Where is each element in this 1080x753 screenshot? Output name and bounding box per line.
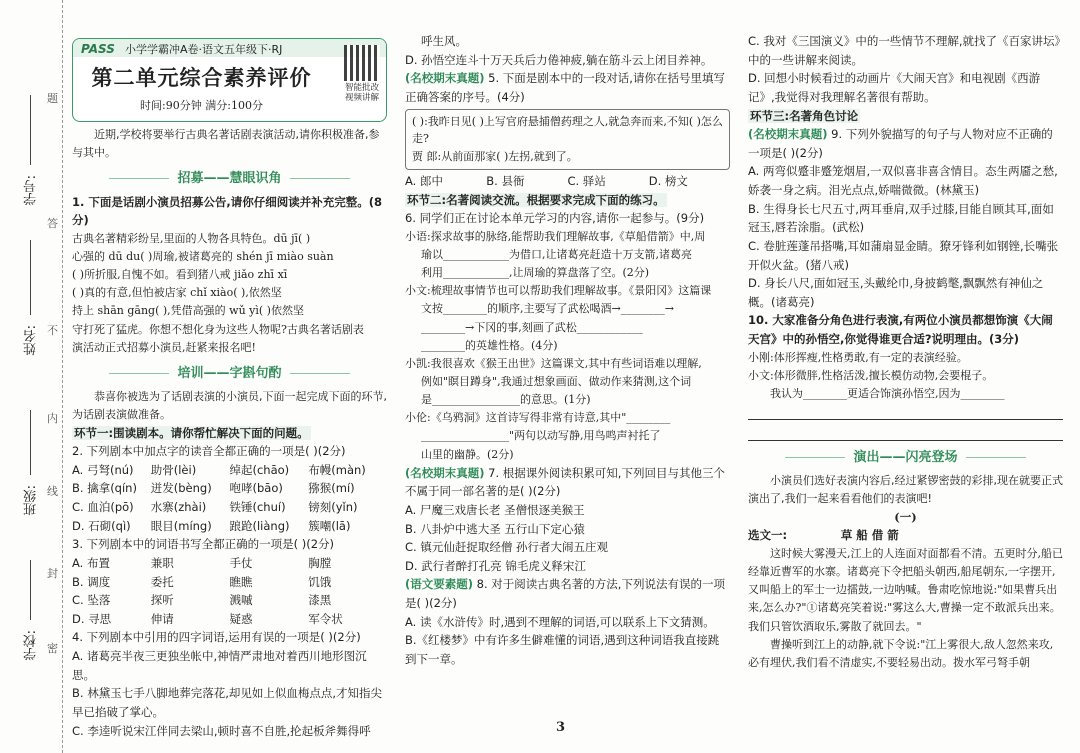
q6-discussion: [405, 228, 730, 464]
option: 绰起(chāo): [229, 462, 290, 477]
option[interactable]: C. 坠落: [72, 593, 111, 608]
option: 布幔(màn): [308, 462, 366, 477]
binding-hint: 题: [47, 92, 58, 105]
question-9-title: 9. 下列外貌描写的句子与人物对应不正确的一项是( )(2分): [748, 127, 1053, 160]
option[interactable]: B. 擒拿(qín): [72, 481, 137, 496]
q8-tag: (语文要素题): [405, 577, 474, 592]
q1-line: 古典名著精彩纷呈,里面的人物各具特色。dū jī( ): [72, 231, 311, 245]
q6-line[interactable]: 是________________的意思。(1分): [421, 393, 591, 407]
option: 兼职: [150, 555, 174, 570]
section-title-performance: 演出——闪亮登场: [748, 447, 1063, 468]
q10-answer[interactable]: 我认为________更适合饰演孙悟空,因为________: [770, 386, 1005, 400]
option[interactable]: C. 驿站: [567, 173, 606, 188]
option[interactable]: A. 诸葛亮半夜三更独坐帐中,神情严肃地对着西川地形图沉思。: [72, 649, 367, 682]
option[interactable]: D. 身长八尺,面如冠玉,头戴纶巾,身披鹤氅,飘飘然有神仙之概。(诸葛亮): [748, 276, 1044, 309]
dialogue-line: ( ):我昨日见( )上写官府悬捕僧药理之人,就急奔而来,不知( )怎么走?: [412, 114, 723, 146]
qr-label: 智能批改 视频讲解: [344, 83, 379, 104]
option: 伸请: [150, 611, 174, 626]
school-label: 学校:: [24, 630, 39, 661]
option: 手仗: [229, 555, 253, 570]
answer-line[interactable]: [748, 403, 1063, 420]
option: 军令状: [308, 611, 343, 626]
option: 簇嘲(lā): [308, 518, 351, 533]
q6-line: 例如"瞑目蹲身",我通过想象画面、做动作来猜测,这个词: [421, 374, 692, 388]
option[interactable]: B. 八卦炉中逃大圣 五行山下定心猿: [405, 521, 585, 536]
option: 眼目(míng): [150, 518, 212, 533]
link-1: [72, 424, 387, 443]
answer-line[interactable]: [748, 424, 1063, 441]
binding-hint: 不: [47, 324, 58, 337]
q6-line[interactable]: 小伦:《乌鸦洞》这首诗写得非常有诗意,其中"________: [405, 411, 671, 425]
exam-meta: 时间:90分钟 满分:100分: [140, 99, 263, 112]
q10-line: 小文:体形微胖,性格活泼,擅长模仿动物,会要棍子。: [748, 368, 994, 382]
q4-continued: 呼生风。: [421, 34, 467, 48]
q6-line[interactable]: ________的英雄性格。(4分): [421, 338, 558, 352]
link-2-label: 环节二:名著阅读交流。根据要求完成下面的练习。: [407, 192, 665, 207]
option: 镑刻(yǐn): [308, 500, 358, 515]
option[interactable]: B.《红楼梦》中有许多生僻难懂的词语,遇到这种词语我直接跳到下一章。: [405, 633, 720, 666]
pass-logo: PASS: [81, 42, 115, 56]
link-3-label: 环节三:名著角色讨论: [750, 108, 859, 123]
q1-line: ( )所折服,自愧不如。看到猪八戒 jiǎo zhī xī: [72, 268, 288, 282]
option[interactable]: B. 生得身长七尺五寸,两耳垂肩,双手过膝,目能自顾其耳,面如冠玉,唇若涂脂。(武松): [748, 201, 1054, 235]
section-title-recruit: 招募——慧眼识角: [72, 168, 387, 189]
id-label: 学号:: [24, 175, 39, 206]
binding-hint: 密: [47, 642, 58, 655]
qr-code-icon[interactable]: [344, 45, 380, 81]
q1-line: ( )真的有意,但怕被店家 chǐ xiào( ),依然坚: [72, 286, 282, 300]
q6-line[interactable]: ________→下冈的事,刻画了武松____________: [421, 320, 643, 334]
question-2-options: [72, 461, 387, 536]
q9-tag: (名校期末真题): [748, 127, 828, 142]
passage-title: 草 船 借 箭: [840, 528, 899, 543]
series-title: 小学学霸冲A卷·语文五年级下·RJ: [125, 43, 283, 56]
header-bar: [73, 39, 386, 57]
option: 迸发(bèng): [150, 481, 212, 496]
passage-paragraph: 曹操听到江上的动静,就下令说:"江上雾很大,敌人忽然来攻,必有埋伏,我们看不清虚实,不要轻易出动。拨水军弓弩手朝: [748, 637, 1054, 669]
question-4-title: 4. 下列剧本中引用的四字词语,运用有误的一项是( )(2分): [72, 630, 361, 645]
option[interactable]: C. 卷脏莲蓬吊搭嘴,耳如蒲扇显金睛。獠牙锋利如钢锉,长嘴张开似火盆。(猪八戒): [748, 238, 1059, 272]
column-left: [72, 0, 387, 740]
page-title: 第二单元综合素养评价: [91, 66, 312, 90]
q1-line: 持上 shān gāng( ),凭借高强的 wǔ yì( )依然坚: [72, 304, 304, 318]
question-7-title: 7. 根据课外阅读积累可知,下列回目与其他三个不属于同一部名著的是( )(2分): [405, 465, 725, 499]
option: 助骨(lèi): [150, 462, 197, 477]
q1-line: 心强的 dū du( )周瑜,被诸葛亮的 shén jī miào suàn: [72, 250, 334, 264]
question-8-title: 8. 对于阅读古典名著的方法,下列说法有误的一项是( )(2分): [405, 577, 725, 611]
q6-line[interactable]: 利用____________,让周瑜的算盘落了空。(2分): [421, 266, 650, 280]
binding-hint: 内: [47, 412, 58, 425]
option[interactable]: C. 李逵听说宋江伴同去梁山,顿时喜不自胜,抡起板斧舞得呼: [72, 723, 371, 738]
q6-line: 小语:探求故事的脉络,能帮助我们理解故事,《草船借箭》中,周: [405, 229, 706, 243]
option[interactable]: A. 尸魔三戏唐长老 圣僧恨逐美猴王: [405, 502, 585, 517]
passage-paragraph: 这时候大雾漫天,江上的人连面对面都看不清。五更时分,船已经靠近曹军的水寨。诸葛亮下令把船头朝西,船尾朝东,一字摆开,又叫船上的军士一边擂鼓,一边呐喊。鲁肃吃惊地说:"如果曹兵出来,怎么办?"①诸葛亮笑着说:"雾这么大,曹操一定不敢派兵出来。我们只管饮酒取乐,雾散了就回去。": [748, 546, 1063, 633]
option: 猕猴(mí): [308, 481, 355, 496]
option: 瞧瞧: [229, 574, 253, 589]
option[interactable]: A. 弓弩(nú): [72, 462, 134, 477]
class-label: 班级:: [24, 485, 39, 516]
option: 委托: [150, 574, 174, 589]
q6-line[interactable]: 瑜以____________为借口,让诸葛亮赶造十万支箭,诸葛亮: [421, 247, 692, 261]
option[interactable]: A. 郎中: [405, 173, 443, 188]
training-intro: 恭喜你被选为了话剧表演的小演员,下面一起完成下面的环节,为话剧表演做准备。: [72, 389, 387, 421]
q5-dialogue-box: [405, 109, 730, 170]
question-1: [72, 193, 387, 230]
option: 铁锤(chuí): [229, 500, 286, 515]
question-10-title: 10. 大家准备分角色进行表演,有两位小演员都想饰演《大闹天宫》中的孙悟空,你觉得谁更合适?说明理由。(3分): [748, 313, 1053, 346]
performance-intro: 小演员们选好表演内容后,经过紧锣密鼓的彩排,现在就要正式演出了,我们一起来看看他们的表演吧!: [748, 474, 1063, 505]
q6-line: 小凯:我很喜欢《猴王出世》这篇课文,其中有些词语难以理解,: [405, 356, 702, 370]
name-label: 姓名:: [24, 325, 39, 356]
question-6-title: 6. 同学们正在讨论本单元学习的内容,请你一起参与。(9分): [405, 211, 705, 226]
option: 踉跄(liàng): [229, 518, 290, 533]
option[interactable]: D. 武行者醉打孔亮 锦毛虎义释宋江: [405, 558, 586, 573]
option: 疑惑: [229, 611, 253, 626]
q6-line[interactable]: ________________"两句以动写静,用鸟鸣声衬托了: [421, 429, 661, 443]
question-3-title: 3. 下列剧本中的词语书写全都正确的一项是( )(2分): [72, 537, 335, 552]
q1-line: 演活动正式招募小演员,赶紧来报名吧!: [72, 340, 256, 354]
question-1-title: 1. 下面是话剧小演员招募公告,请你仔细阅读并补充完整。(8分): [72, 194, 382, 228]
option: 漆黑: [308, 593, 332, 608]
q7-tag: (名校期末真题): [405, 465, 485, 480]
option[interactable]: D. 孙悟空连斗十万天兵后力倦神疲,躺在筋斗云上闭目养神。: [405, 52, 713, 67]
option: 咆哮(bāo): [229, 481, 283, 496]
class-line: [30, 410, 31, 475]
option: 水寨(zhài): [150, 500, 207, 515]
question-2-title: 2. 下列剧本中加点字的读音全都正确的一项是( )(2分): [72, 444, 346, 459]
question-5-options: [405, 172, 730, 191]
option[interactable]: C. 镇元仙赶捉取经僧 孙行者大闹五庄观: [405, 540, 608, 555]
school-line: [30, 560, 31, 620]
q1-passage: [72, 230, 387, 357]
id-line: [30, 95, 31, 165]
option[interactable]: B. 县衙: [486, 173, 525, 188]
option[interactable]: D. 石砌(qì): [72, 518, 131, 533]
option[interactable]: C. 血泊(pō): [72, 500, 134, 515]
q10-line: 小刚:体形挥瘦,性格勇敢,有一定的表演经验。: [748, 350, 968, 364]
passage-label: 选文一:: [748, 528, 788, 543]
option[interactable]: B. 调度: [72, 574, 111, 589]
section-title-training: 培训——字斟句酌: [72, 363, 387, 384]
option[interactable]: C. 我对《三国演义》中的一些情节不理解,就找了《百家讲坛》中的一些讲解来阅读。: [748, 34, 1061, 67]
name-line: [30, 240, 31, 315]
option[interactable]: D. 回想小时候看过的动画片《大闹天宫》和电视剧《西游记》,我觉得对我理解名著很有帮助。: [748, 71, 1041, 104]
option: 胸膛: [308, 555, 332, 570]
part-label: (一): [894, 509, 917, 524]
q1-line: 守打死了猛虎。你想不想化身为这些人物呢?古典名著话剧表: [72, 322, 364, 336]
question-3-options: [72, 554, 387, 629]
option[interactable]: A. 读《水浒传》时,遇到不理解的词语,可以联系上下文猜测。: [405, 614, 715, 629]
option[interactable]: A. 布置: [72, 555, 110, 570]
exam-header: [72, 38, 387, 122]
binding-hint: 答: [47, 217, 58, 230]
dialogue-line: 贾 郎:从前面那家( )左拐,就到了。: [412, 150, 578, 164]
option: 饥饿: [308, 574, 332, 589]
intro-text: 近期,学校将要举行古典名著话剧表演活动,请你积极准备,参与其中。: [72, 128, 380, 159]
option: 探听: [150, 593, 174, 608]
q6-line: 小文:梳理故事情节也可以帮助我们理解故事。《景阳冈》这篇课: [405, 284, 712, 298]
option[interactable]: A. 两弯似蹙非蹙笼烟眉,一双似喜非喜含情目。态生两靥之愁,娇袭一身之病。泪光点点,娇喘微微。(林黛玉): [748, 164, 1058, 197]
question-5-title: 5. 下面是剧本中的一段对话,请你在括号里填写正确答案的序号。(4分): [405, 71, 725, 104]
page-number: 3: [556, 720, 566, 735]
link-1-label: 环节一:围读剧本。请你帮忙解决下面的问题。: [74, 425, 309, 440]
q5-tag: (名校期末真题): [405, 71, 485, 86]
option: 溅嘁: [229, 593, 253, 608]
binding-margin: [0, 0, 63, 753]
q6-line: 山里的幽静。(2分): [421, 447, 514, 461]
option[interactable]: D. 榜文: [648, 173, 688, 188]
q6-line[interactable]: 文按________的顺序,主要写了武松喝酒→________→: [421, 302, 674, 316]
option[interactable]: D. 寻思: [72, 611, 112, 626]
column-right: [748, 32, 1063, 672]
column-middle: [405, 32, 730, 669]
option[interactable]: B. 林黛玉七手八脚地葬完落花,却见如上似血梅点点,才知指尖早已掐破了掌心。: [72, 686, 383, 719]
binding-hint: 封: [47, 567, 58, 580]
binding-hint: 线: [47, 485, 58, 498]
